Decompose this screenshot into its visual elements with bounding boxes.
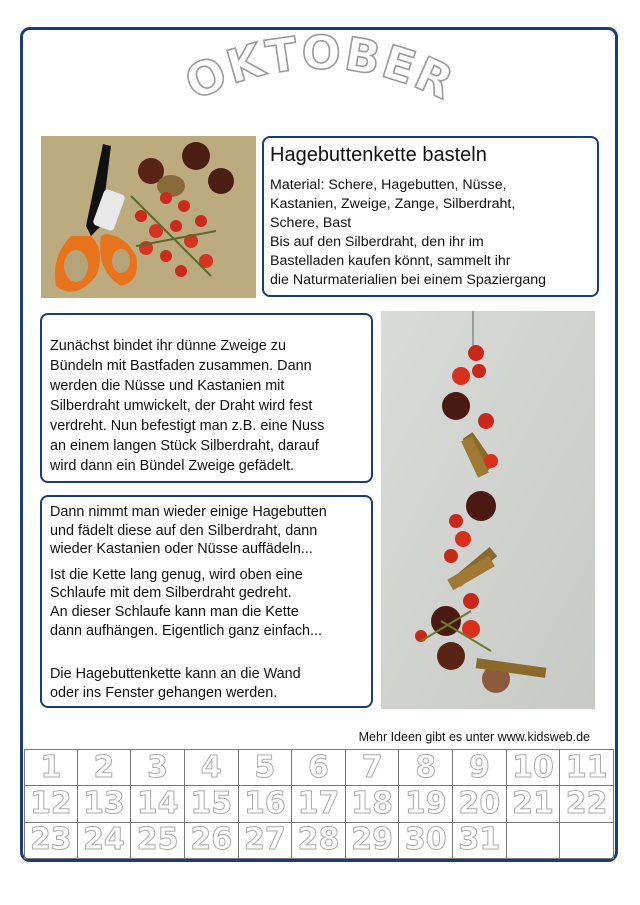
instructions-step-2: [40, 495, 373, 708]
calendar-day: 22: [560, 786, 614, 822]
calendar-day: 26: [185, 823, 239, 859]
calendar-day: 25: [131, 823, 185, 859]
calendar-day: 10: [507, 750, 561, 786]
material-line: Schere, Bast: [270, 215, 352, 231]
calendar-day: 28: [292, 823, 346, 859]
instruction-line: wird dann ein Bündel Zweige gefädelt.: [50, 458, 295, 474]
calendar-day: 11: [560, 750, 614, 786]
calendar-day-empty: [560, 823, 614, 859]
calendar-day-empty: [507, 823, 561, 859]
calendar-day: 27: [239, 823, 293, 859]
instruction-line: Die Hagebuttenkette kann an die Wand: [50, 666, 301, 683]
material-line: Bis auf den Silberdraht, den ihr im: [270, 234, 484, 250]
material-line: Kastanien, Zweige, Zange, Silberdraht,: [270, 196, 516, 212]
calendar-day: 6: [292, 750, 346, 786]
svg-text:OKTOBER: OKTOBER: [177, 30, 464, 111]
calendar-day: 5: [239, 750, 293, 786]
calendar-day: 23: [24, 823, 78, 859]
calendar-day: 29: [346, 823, 400, 859]
instruction-line: Silberdraht umwickelt, der Draht wird fest: [50, 398, 313, 414]
calendar-day: 17: [292, 786, 346, 822]
instruction-line: verdreht. Nun befestigt man z.B. eine Nuss: [50, 418, 325, 434]
calendar-day: 7: [346, 750, 400, 786]
instruction-line: Bündeln mit Bastfaden zusammen. Dann: [50, 358, 312, 374]
calendar-day: 20: [453, 786, 507, 822]
instruction-line: an einem langen Stück Silberdraht, darauf: [50, 438, 319, 454]
calendar-day: 1: [24, 750, 78, 786]
title-box: [262, 136, 599, 297]
calendar-day: 31: [453, 823, 507, 859]
calendar-day: 19: [399, 786, 453, 822]
calendar-day: 3: [131, 750, 185, 786]
instructions-step-1: [40, 313, 373, 483]
instruction-line: wieder Kastanien oder Nüsse auffädeln...: [50, 541, 313, 558]
calendar-day: 24: [78, 823, 132, 859]
calendar-day: 21: [507, 786, 561, 822]
material-line: die Naturmaterialien bei einem Spaziergang: [270, 272, 547, 288]
calendar-day: 18: [346, 786, 400, 822]
month-title: [160, 30, 480, 120]
material-line: Bastelladen kaufen könnt, sammelt ihr: [270, 253, 511, 269]
rosehip-chain-photo: [381, 311, 595, 709]
material-line: Material: Schere, Hagebutten, Nüsse,: [270, 177, 507, 193]
calendar-day: 16: [239, 786, 293, 822]
instruction-line: An dieser Schlaufe kann man die Kette: [50, 603, 299, 620]
calendar-day: 13: [78, 786, 132, 822]
calendar-grid: [24, 749, 614, 859]
instruction-paragraph: [50, 647, 363, 702]
instruction-line: werden die Nüsse und Kastanien mit: [50, 378, 285, 394]
calendar-day: 15: [185, 786, 239, 822]
spacer-line: [50, 647, 363, 665]
calendar-day: 12: [24, 786, 78, 822]
calendar-day: 14: [131, 786, 185, 822]
instruction-line: Ist die Kette lang genug, wird oben eine: [50, 566, 303, 583]
instruction-line: und fädelt diese auf den Silberdraht, dann: [50, 522, 318, 539]
instruction-line: Schlaufe mit dem Silberdraht gedreht.: [50, 585, 292, 602]
calendar-day: 30: [399, 823, 453, 859]
website-footer: Mehr Ideen gibt es unter www.kidsweb.de: [358, 730, 590, 744]
materials-photo: [41, 136, 256, 298]
instruction-paragraph: [50, 566, 363, 640]
craft-title: Hagebuttenkette basteln: [270, 144, 487, 166]
instruction-line: dann aufhängen. Eigentlich ganz einfach...: [50, 622, 323, 639]
calendar-day: 2: [78, 750, 132, 786]
instruction-line: Dann nimmt man wieder einige Hagebutten: [50, 504, 327, 520]
instruction-line: oder ins Fenster gehangen werden.: [50, 684, 278, 701]
calendar-day: 8: [399, 750, 453, 786]
instruction-line: Zunächst bindet ihr dünne Zweige zu: [50, 338, 286, 354]
calendar-day: 4: [185, 750, 239, 786]
calendar-day: 9: [453, 750, 507, 786]
instruction-paragraph: [50, 503, 363, 559]
